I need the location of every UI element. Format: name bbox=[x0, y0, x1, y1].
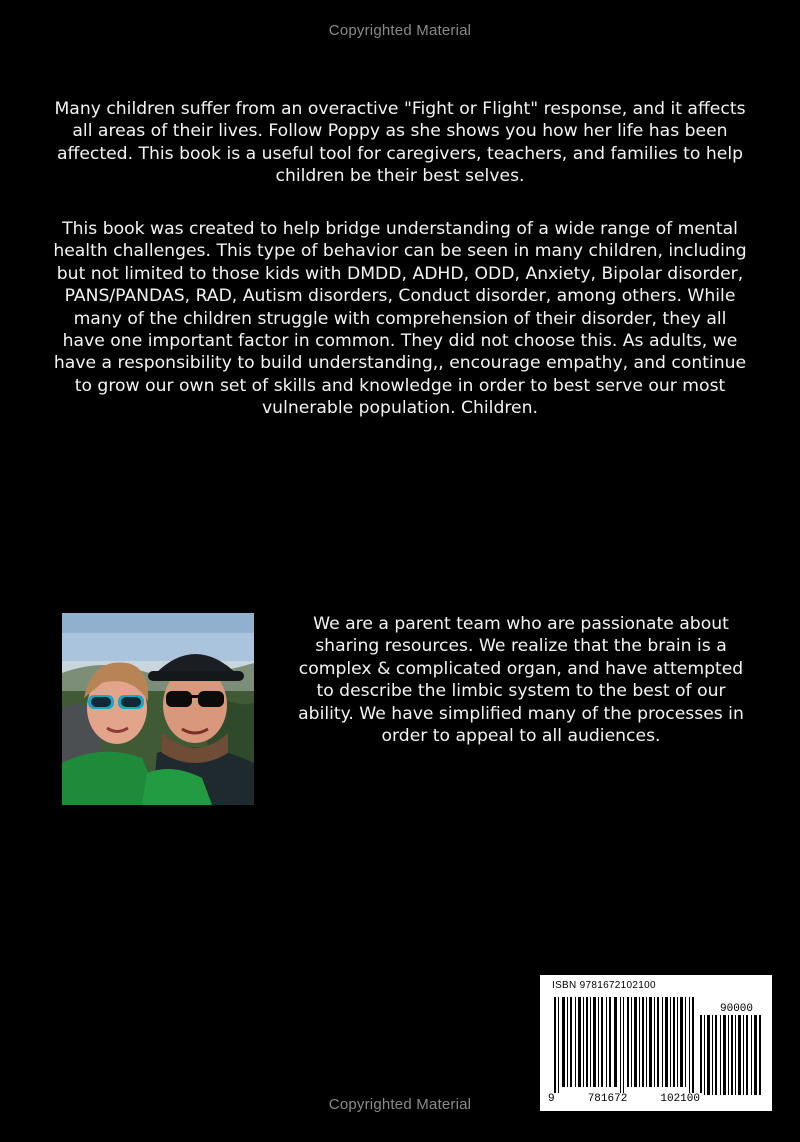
blurb-paragraph-1: Many children suffer from an overactive "Fight or Flight" response, and it affects all areas of their lives. Follow Poppy as she shows you how her life has been affected. This book is a useful tool for caregivers, teachers, and families to help children be their best selves. bbox=[54, 99, 746, 187]
author-photo-illustration bbox=[62, 613, 254, 805]
ean-digit-group-2: 781672 bbox=[587, 1093, 628, 1105]
author-photo bbox=[62, 613, 254, 805]
ean-digit-group-3: 102100 bbox=[660, 1093, 700, 1105]
barcode-main-bars bbox=[554, 997, 696, 1095]
barcode-addon-bars bbox=[700, 1015, 762, 1095]
copyright-watermark-top: Copyrighted Material bbox=[328, 22, 472, 39]
price-code: 90000 bbox=[720, 1003, 754, 1015]
isbn-barcode bbox=[540, 975, 772, 1111]
about-authors-text: We are a parent team who are passionate about sharing resources. We realize that the brain is a complex & complicated organ, and have attempted to describe the limbic system to the best of our ability. We have simplified many of the processes in order to appeal to all audiences. bbox=[298, 614, 744, 747]
blurb-paragraph-2: This book was created to help bridge understanding of a wide range of mental health challenges. This type of behavior can be seen in many children, including but not limited to those kids with DMDD, ADHD, ODD, Anxiety, Bipolar disorder, PANS/PANDAS, RAD, Autism disorders, Conduct disorder, among others. While many of the children struggle with comprehension of their disorder, they all have one important factor in common. They did not choose this. As adults, we have a responsibility to build understanding,, encourage empathy, and continue to grow our own set of skills and knowledge in order to best serve our most vulnerable population. Children. bbox=[53, 219, 747, 419]
isbn-label: ISBN 9781672102100 bbox=[552, 980, 656, 991]
ean-digit-group-1: 9 bbox=[548, 1093, 555, 1105]
copyright-watermark-bottom: Copyrighted Material bbox=[328, 1096, 472, 1113]
